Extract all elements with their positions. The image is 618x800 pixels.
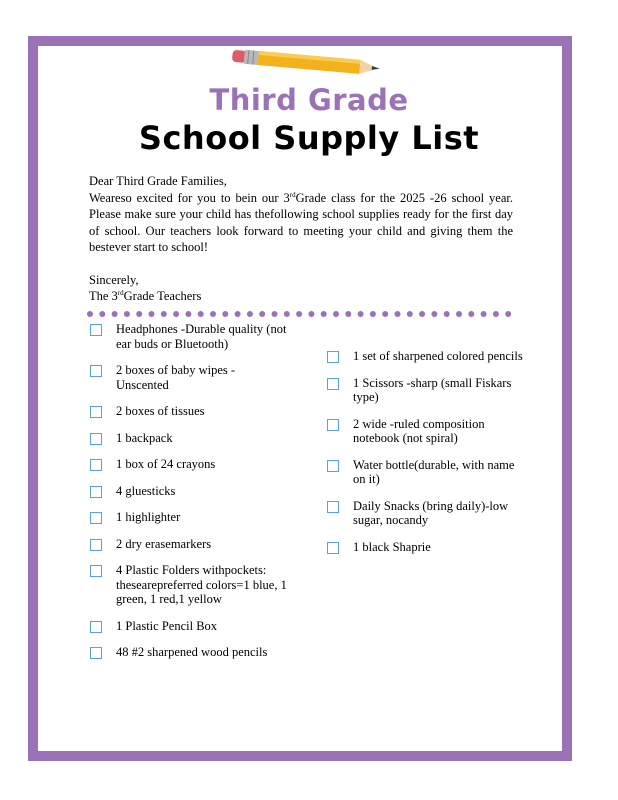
divider-dot [259, 311, 265, 317]
supply-item [327, 499, 527, 528]
checkbox-icon[interactable] [90, 565, 102, 577]
supply-item [327, 540, 527, 555]
checkbox-icon[interactable] [90, 539, 102, 551]
supply-item [327, 349, 527, 364]
supply-item-label: 1 backpack [116, 430, 173, 445]
divider-dot [468, 311, 474, 317]
ordinal-suffix: rd [117, 288, 124, 297]
supply-item-label: 1 set of sharpened colored pencils [353, 349, 523, 363]
supply-item-label: 4 Plastic Folders withpockets: thesearepreferred colors=1 blue, 1 green, 1 red,1 yellow [116, 563, 287, 606]
divider-dot [87, 311, 93, 317]
supply-item [90, 563, 290, 607]
supply-item [327, 417, 527, 446]
supply-item [90, 404, 290, 419]
checkbox-icon[interactable] [90, 365, 102, 377]
checkbox-icon[interactable] [327, 419, 339, 431]
divider-dot [456, 311, 462, 317]
divider-dot [321, 311, 327, 317]
divider-dot [370, 311, 376, 317]
checkbox-icon[interactable] [90, 324, 102, 336]
supply-list-left [90, 322, 290, 672]
supply-item-label: 1 highlighter [116, 510, 181, 524]
letter-closing: Sincerely, [89, 272, 139, 287]
letter-body [89, 190, 513, 256]
supply-item-label: 2 dry erasemarkers [116, 536, 212, 551]
supply-item-label: 1 box of 24 crayons [116, 457, 216, 471]
divider-dot [382, 311, 388, 317]
divider-dot [173, 311, 179, 317]
supply-item-label: 1 Scissors -sharp (small Fiskars type) [353, 375, 512, 404]
supply-item-label: 2 boxes of tissues [116, 404, 205, 418]
checkbox-icon[interactable] [90, 459, 102, 471]
divider-dot [333, 311, 339, 317]
checkbox-icon[interactable] [327, 378, 339, 390]
letter-body-text: Grade class for the 2025 -26 school year. Please make sure your child has thefollowing school supplies ready for the first day of school. Our teachers look forward to meeting your child and giving them the bestever start to school! [89, 190, 513, 254]
signature-text: Grade Teachers [123, 289, 202, 303]
divider-dot [296, 311, 302, 317]
divider-dot [407, 311, 413, 317]
checkbox-icon[interactable] [90, 512, 102, 524]
divider-dot [198, 311, 204, 317]
supply-item [90, 457, 290, 472]
dotted-divider [87, 309, 513, 319]
page-title: School Supply List [138, 119, 480, 157]
divider-dot [444, 311, 450, 317]
supply-item-label: 2 wide -ruled composition notebook (not spiral) [353, 416, 485, 445]
letter-greeting: Dear Third Grade Families, [89, 174, 227, 188]
checkbox-icon[interactable] [327, 351, 339, 363]
divider-dot [481, 311, 487, 317]
divider-dot [185, 311, 191, 317]
supply-item-label: 1 Plastic Pencil Box [116, 618, 218, 633]
checkbox-icon[interactable] [90, 433, 102, 445]
letter [89, 173, 513, 305]
divider-dot [395, 311, 401, 317]
divider-dot [112, 311, 118, 317]
checkbox-icon[interactable] [90, 486, 102, 498]
supply-item [90, 322, 290, 351]
supply-item [90, 363, 290, 392]
checkbox-icon[interactable] [327, 501, 339, 513]
divider-dot [136, 311, 142, 317]
checkbox-icon[interactable] [90, 406, 102, 418]
letter-signature [89, 288, 513, 305]
divider-dot [493, 311, 499, 317]
divider-dot [345, 311, 351, 317]
checkbox-icon[interactable] [327, 460, 339, 472]
divider-dot [284, 311, 290, 317]
divider-dot [419, 311, 425, 317]
supply-item-label: 1 black Shaprie [353, 539, 431, 554]
supply-item-label: Daily Snacks (bring daily)-low sugar, nocandy [353, 498, 509, 527]
page-title-grade: Third Grade [209, 83, 409, 117]
divider-dot [358, 311, 364, 317]
checkbox-icon[interactable] [90, 647, 102, 659]
checkbox-icon[interactable] [327, 542, 339, 554]
ordinal-suffix: rd [289, 190, 296, 199]
divider-dot [99, 311, 105, 317]
supply-item-label: 4 gluesticks [116, 483, 176, 498]
divider-dot [210, 311, 216, 317]
letter-body-text: Weareso excited for you to bein our 3 [89, 190, 290, 205]
divider-dot [235, 311, 241, 317]
supply-item [90, 645, 290, 660]
pencil-icon [224, 47, 384, 79]
supply-item-label: 2 boxes of baby wipes - Unscented [116, 363, 236, 392]
signature-text: The 3 [89, 289, 118, 303]
supply-list-right [327, 349, 527, 566]
supply-item [327, 376, 527, 405]
supply-item [90, 431, 290, 446]
divider-dot [124, 311, 130, 317]
divider-dot [431, 311, 437, 317]
divider-dot [149, 311, 155, 317]
divider-dot [505, 311, 511, 317]
supply-item [90, 510, 290, 525]
supply-item [327, 458, 527, 487]
supply-item [90, 619, 290, 634]
supply-item-label: Water bottle(durable, with name on it) [353, 457, 515, 486]
divider-dot [308, 311, 314, 317]
divider-dot [272, 311, 278, 317]
supply-item-label: 48 #2 sharpened wood pencils [116, 645, 268, 659]
supply-item [90, 537, 290, 552]
divider-dot [161, 311, 167, 317]
supply-item-label: Headphones -Durable quality (not ear buds or Bluetooth) [116, 322, 287, 351]
checkbox-icon[interactable] [90, 621, 102, 633]
divider-dot [247, 311, 253, 317]
divider-dot [222, 311, 228, 317]
supply-item [90, 484, 290, 499]
